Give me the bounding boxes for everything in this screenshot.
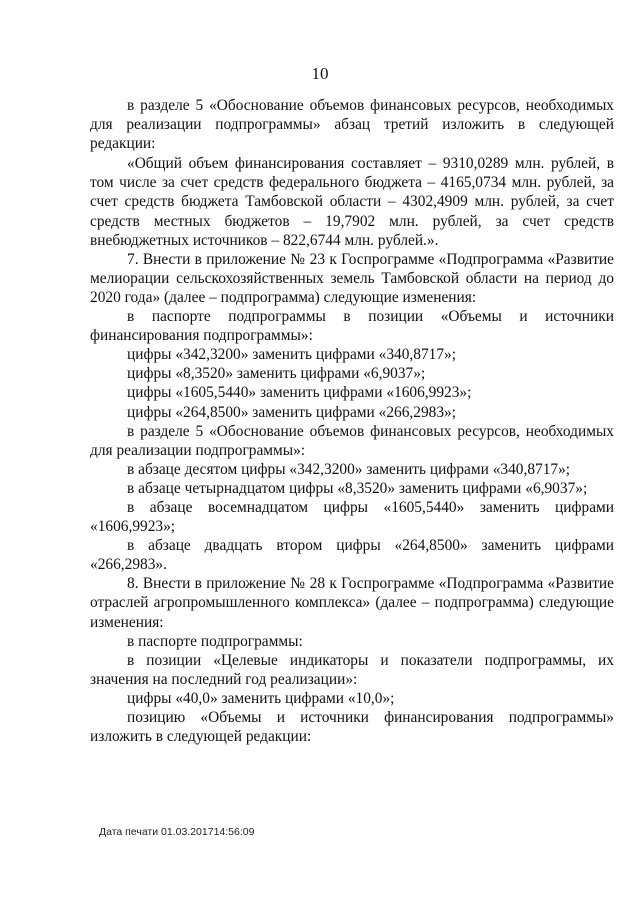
paragraph-abzac-14: в абзаце четырнадцатом цифры «8,3520» заменить цифрами «6,9037»; [127,479,588,497]
paragraph-replace-1: цифры «342,3200» заменить цифрами «340,8717»; [127,346,457,364]
paragraph-replace-2: цифры «8,3520» заменить цифрами «6,9037»; [127,365,426,383]
paragraph-financing-total: «Общий объем финансирования составляет – 9310,0289 млн. рублей, в том числе за счет средств федерального бюджета – 4165,0734 млн. рублей, за счет средств бюджета Тамбовской области – 4302,4909 млн. рублей, за счет средств местных бюджетов – 19,7902 млн. рублей, за счет средств внебюджетных источников – 822,6744 млн. рублей.». [90,155,614,249]
paragraph-passport-position: в паспорте подпрограммы в позиции «Объемы и источники финансирования подпрограммы»: [90,308,614,345]
page-number: 10 [311,64,329,83]
print-date-footer: Дата печати 01.03.201714:56:09 [99,826,255,838]
paragraph-section5-intro: в разделе 5 «Обоснование объемов финансовых ресурсов, необходимых для реализации подпрограммы» абзац третий изложить в следующей редакции: [90,97,614,153]
paragraph-replace-3: цифры «1605,5440» заменить цифрами «1606,9923»; [127,384,472,402]
paragraph-abzac-10: в абзаце десятом цифры «342,3200» заменить цифрами «340,8717»; [127,460,571,478]
paragraph-abzac-22: в абзаце двадцать втором цифры «264,8500» заменить цифрами «266,2983». [90,537,614,574]
paragraph-section5: в разделе 5 «Обоснование объемов финансовых ресурсов, необходимых для реализации подпрограммы»: [90,422,614,459]
paragraph-item-8: 8. Внести в приложение № 28 к Госпрограмме «Подпрограмма «Развитие отраслей агропромышленного комплекса» (далее – подпрограмма) следующие изменения: [90,575,614,631]
document-body [90,96,614,746]
paragraph-replace-4: цифры «264,8500» заменить цифрами «266,2983»; [127,403,457,421]
paragraph-replace-indicator: цифры «40,0» заменить цифрами «10,0»; [127,689,395,707]
paragraph-financing-position: позицию «Объемы и источники финансирования подпрограммы» изложить в следующей редакции: [90,709,614,746]
paragraph-indicators-position: в позиции «Целевые индикаторы и показатели подпрограммы, их значения на последний год реализации»: [90,651,614,688]
paragraph-passport: в паспорте подпрограммы: [127,632,303,650]
paragraph-item-7: 7. Внести в приложение № 23 к Госпрограмме «Подпрограмма «Развитие мелиорации сельскохозяйственных земель Тамбовской области на период до 2020 года» (далее – подпрограмма) следующие изменения: [90,250,614,306]
paragraph-abzac-18: в абзаце восемнадцатом цифры «1605,5440» заменить цифрами «1606,9923»; [90,498,614,536]
